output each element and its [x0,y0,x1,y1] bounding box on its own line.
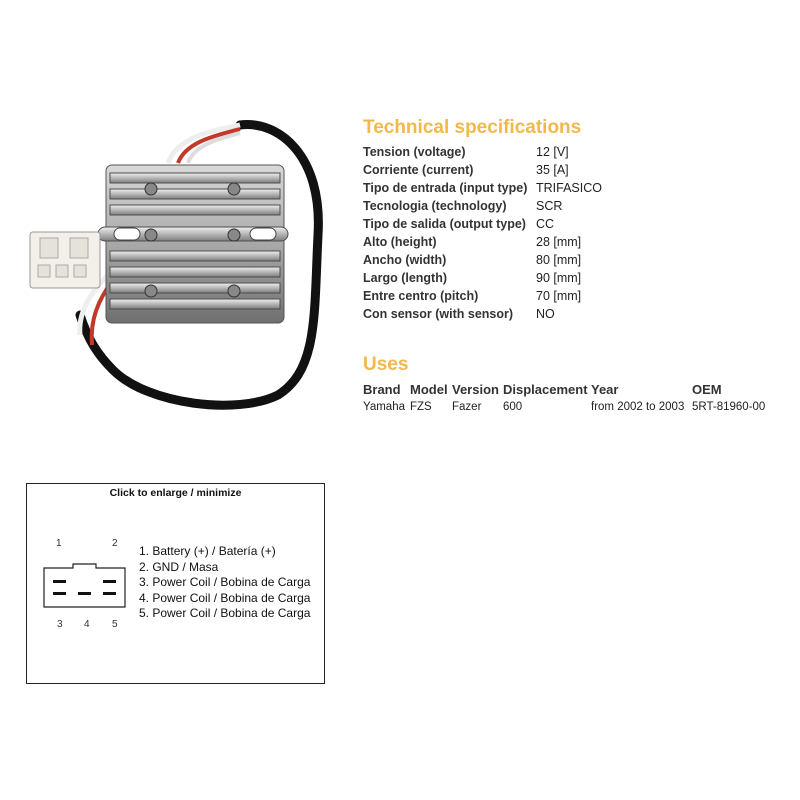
uses-title: Uses [363,354,409,375]
cell-version: Fazer [452,401,482,413]
spec-label: Tipo de salida (output type) [363,217,526,231]
spec-label: Entre centro (pitch) [363,289,479,303]
header-displacement: Displacement [503,382,588,397]
spec-label: Tension (voltage) [363,145,466,159]
spec-value: 70 [mm] [536,289,582,303]
specs-table [363,143,602,323]
spec-value: 90 [mm] [536,271,582,285]
spec-label: Ancho (width) [363,253,447,267]
cell-oem: 5RT-81960-00 [692,401,766,413]
spec-label: Corriente (current) [363,163,474,177]
uses-row [363,399,783,418]
spec-value: 28 [mm] [536,235,582,249]
spec-label: Tecnologia (technology) [363,199,507,213]
uses-section [363,354,783,418]
spec-row [363,251,602,269]
cell-displacement: 600 [503,401,523,413]
spec-value: TRIFASICO [536,181,602,195]
pin-item: 2. GND / Masa [139,559,219,574]
pin-number-5: 5 [112,619,118,630]
spec-row [363,197,602,215]
spec-value: 35 [A] [536,163,569,177]
header-brand: Brand [363,382,401,397]
pin-item: 1. Battery (+) / Batería (+) [139,544,276,558]
spec-value: NO [536,307,555,321]
product-photo[interactable] [18,115,348,420]
spec-label: Tipo de entrada (input type) [363,181,528,195]
spec-value: CC [536,217,555,231]
pin-item: 5. Power Coil / Bobina de Carga [139,606,311,620]
spec-row [363,269,602,287]
spec-row [363,233,602,251]
technical-specifications [363,117,783,323]
spec-label: Largo (length) [363,271,448,285]
spec-row [363,305,602,323]
spec-row [363,143,602,161]
spec-value: 80 [mm] [536,253,582,267]
spec-row [363,179,602,197]
pin-number-2: 2 [112,538,118,549]
header-version: Version [452,382,499,397]
spec-label: Con sensor (with sensor) [363,307,514,321]
header-oem: OEM [692,382,722,397]
header-model: Model [410,382,448,397]
pin-item: 4. Power Coil / Bobina de Carga [139,590,311,605]
specs-title: Technical specifications [363,117,582,138]
pin-number-1: 1 [56,538,62,549]
spec-row [363,287,602,305]
cell-brand: Yamaha [363,401,405,413]
pin-list [139,544,310,622]
spec-value: SCR [536,199,563,213]
cell-model: FZS [410,401,432,413]
connector-diagram-icon [43,563,126,608]
pin-number-4: 4 [84,619,90,630]
pin-number-3: 3 [57,619,63,630]
cell-year: from 2002 to 2003 [591,401,685,413]
pinout-diagram[interactable] [26,483,325,684]
enlarge-caption[interactable]: Click to enlarge / minimize [109,487,242,499]
spec-row [363,161,602,179]
voltage-regulator-photo [18,115,348,420]
spec-label: Alto (height) [363,235,437,249]
pin-item: 3. Power Coil / Bobina de Carga [139,575,311,589]
header-year: Year [591,382,619,397]
uses-header-row [363,380,783,399]
spec-value: 12 [V] [536,145,569,159]
spec-row [363,215,602,233]
